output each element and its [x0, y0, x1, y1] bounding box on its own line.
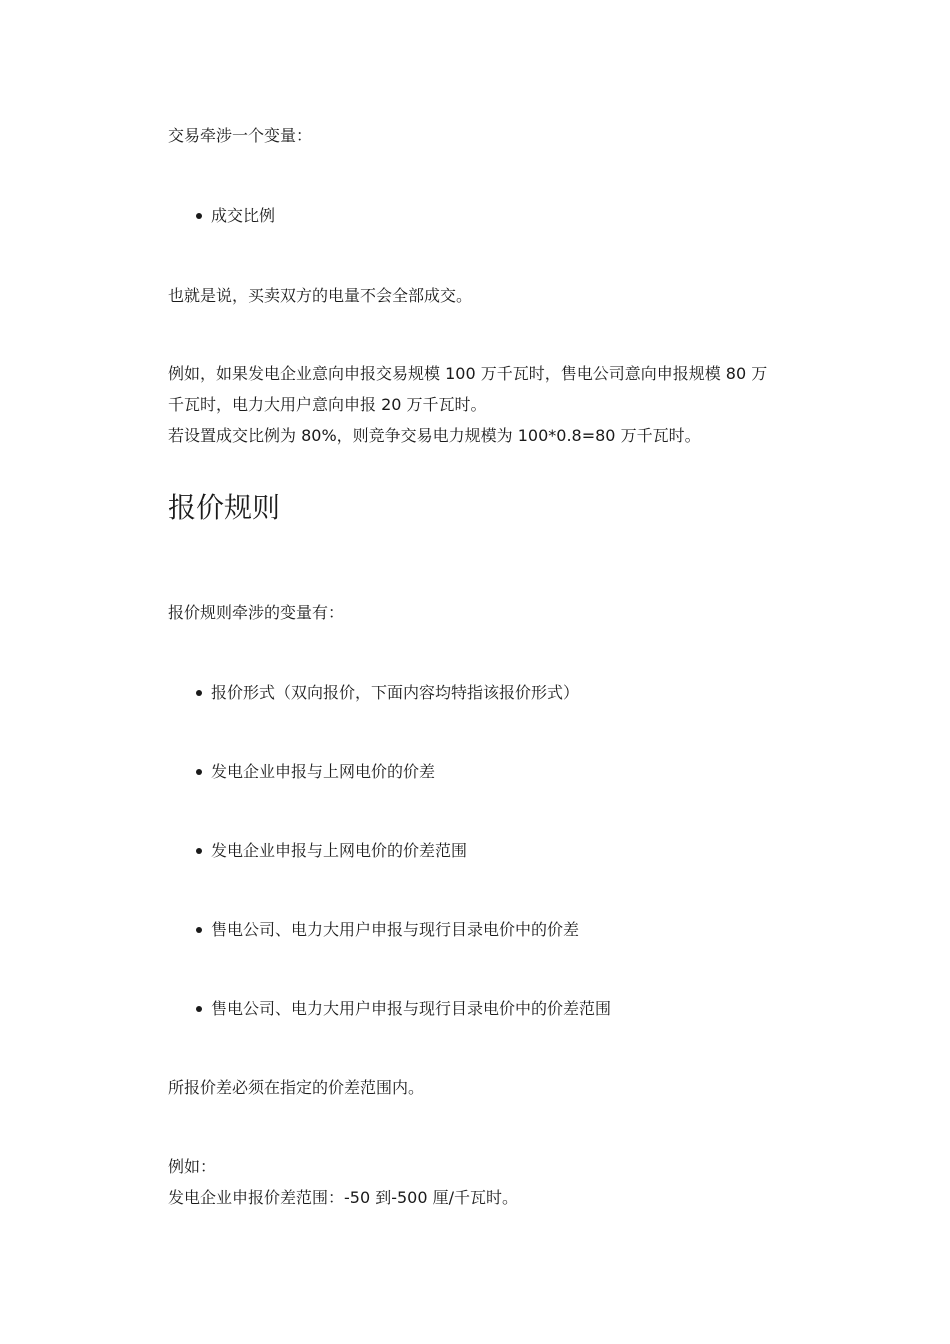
- list-item-label: 售电公司、电力大用户申报与现行目录电价中的价差范围: [211, 999, 612, 1018]
- bullet-icon: [196, 690, 202, 696]
- list-item-label: 售电公司、电力大用户申报与现行目录电价中的价差: [211, 920, 580, 939]
- explanation-text: 也就是说，买卖双方的电量不会全部成交。: [168, 286, 473, 305]
- example-line-3: 若设置成交比例为 80%，则竞争交易电力规模为 100*0.8=80 万千瓦时。: [168, 426, 701, 445]
- list-item-label: 发电企业申报与上网电价的价差范围: [211, 841, 468, 860]
- example-text: 发电企业申报价差范围：-50 到-500 厘/千瓦时。: [168, 1188, 519, 1207]
- bullet-icon: [196, 213, 202, 219]
- bullet-icon: [196, 848, 202, 854]
- list-item: [196, 920, 579, 940]
- variables-intro: 交易牵涉一个变量：: [168, 126, 313, 145]
- section-heading: 报价规则: [168, 491, 281, 524]
- example-line-1: 例如，如果发电企业意向申报交易规模 100 万千瓦时，售电公司意向申报规模 80 万: [168, 364, 768, 383]
- example-line-2: 千瓦时，电力大用户意向申报 20 万千瓦时。: [168, 395, 487, 414]
- bullet-icon: [196, 1006, 202, 1012]
- list-item-label: 成交比例: [211, 206, 276, 225]
- bullet-icon: [196, 769, 202, 775]
- example-label: 例如：: [168, 1157, 217, 1176]
- list-item: [196, 841, 467, 861]
- list-item: [196, 999, 611, 1019]
- list-item-label: 报价形式（双向报价，下面内容均特指该报价形式）: [211, 683, 580, 702]
- bullet-icon: [196, 927, 202, 933]
- rules-intro: 报价规则牵涉的变量有：: [168, 603, 345, 622]
- list-item: [196, 206, 275, 226]
- list-item: [196, 762, 435, 782]
- list-item-label: 发电企业申报与上网电价的价差: [211, 762, 436, 781]
- rule-text: 所报价差必须在指定的价差范围内。: [168, 1078, 425, 1097]
- list-item: [196, 683, 579, 703]
